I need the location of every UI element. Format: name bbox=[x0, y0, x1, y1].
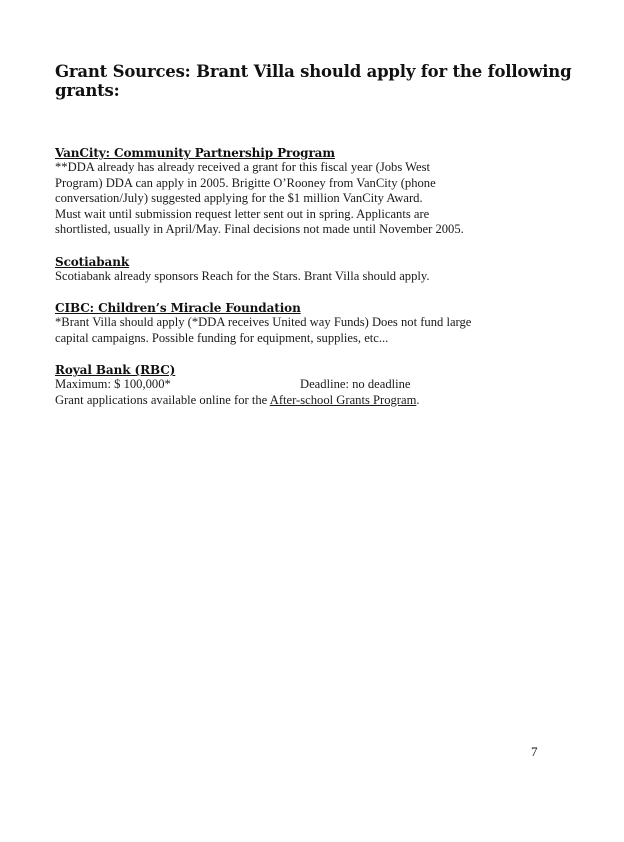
body-line: Scotiabank already sponsors Reach for the Stars. Brant Villa should apply. bbox=[55, 269, 430, 283]
body-line: Must wait until submission request letter sent out in spring. Applicants are bbox=[55, 206, 430, 221]
rbc-maximum: Maximum: $ 100,000* bbox=[55, 377, 171, 391]
rbc-applications-suffix: . bbox=[416, 392, 420, 407]
section-cibc bbox=[55, 301, 575, 346]
body-line: conversation/July) suggested applying for the $1 million VanCity Award. bbox=[55, 191, 423, 206]
section-heading-vancity: VanCity: Community Partnership Program bbox=[55, 146, 335, 160]
body-line: Program) DDA can apply in 2005. Brigitte O’Rooney from VanCity (phone bbox=[55, 175, 436, 190]
section-heading-rbc: Royal Bank (RBC) bbox=[55, 363, 176, 377]
page-title-line-1: Grant Sources: Brant Villa should apply for the following bbox=[55, 62, 572, 81]
section-body-scotiabank bbox=[55, 269, 575, 285]
page-title bbox=[55, 62, 572, 100]
rbc-applications-prefix: Grant applications available online for the bbox=[55, 392, 270, 407]
section-scotiabank bbox=[55, 255, 575, 285]
section-heading-cibc: CIBC: Children’s Miracle Foundation bbox=[55, 301, 301, 315]
section-body-cibc bbox=[55, 315, 575, 346]
after-school-grants-program-link[interactable]: After-school Grants Program bbox=[269, 392, 417, 407]
section-body-rbc bbox=[55, 377, 575, 408]
section-vancity bbox=[55, 146, 575, 238]
rbc-terms-line bbox=[55, 377, 575, 393]
body-line: shortlisted, usually in April/May. Final decisions not made until November 2005. bbox=[55, 222, 464, 237]
section-heading-scotiabank: Scotiabank bbox=[55, 255, 130, 269]
rbc-deadline: Deadline: no deadline bbox=[300, 377, 411, 391]
body-line: **DDA already has already received a grant for this fiscal year (Jobs West bbox=[55, 160, 431, 174]
page-title-line-2: grants: bbox=[55, 81, 120, 100]
body-line: *Brant Villa should apply (*DDA receives United way Funds) Does not fund large bbox=[55, 315, 472, 329]
section-body-vancity bbox=[55, 160, 575, 238]
rbc-applications-line bbox=[55, 393, 575, 409]
page-number: 7 bbox=[531, 744, 538, 759]
section-rbc bbox=[55, 363, 575, 408]
body-line: capital campaigns. Possible funding for equipment, supplies, etc... bbox=[55, 330, 389, 345]
